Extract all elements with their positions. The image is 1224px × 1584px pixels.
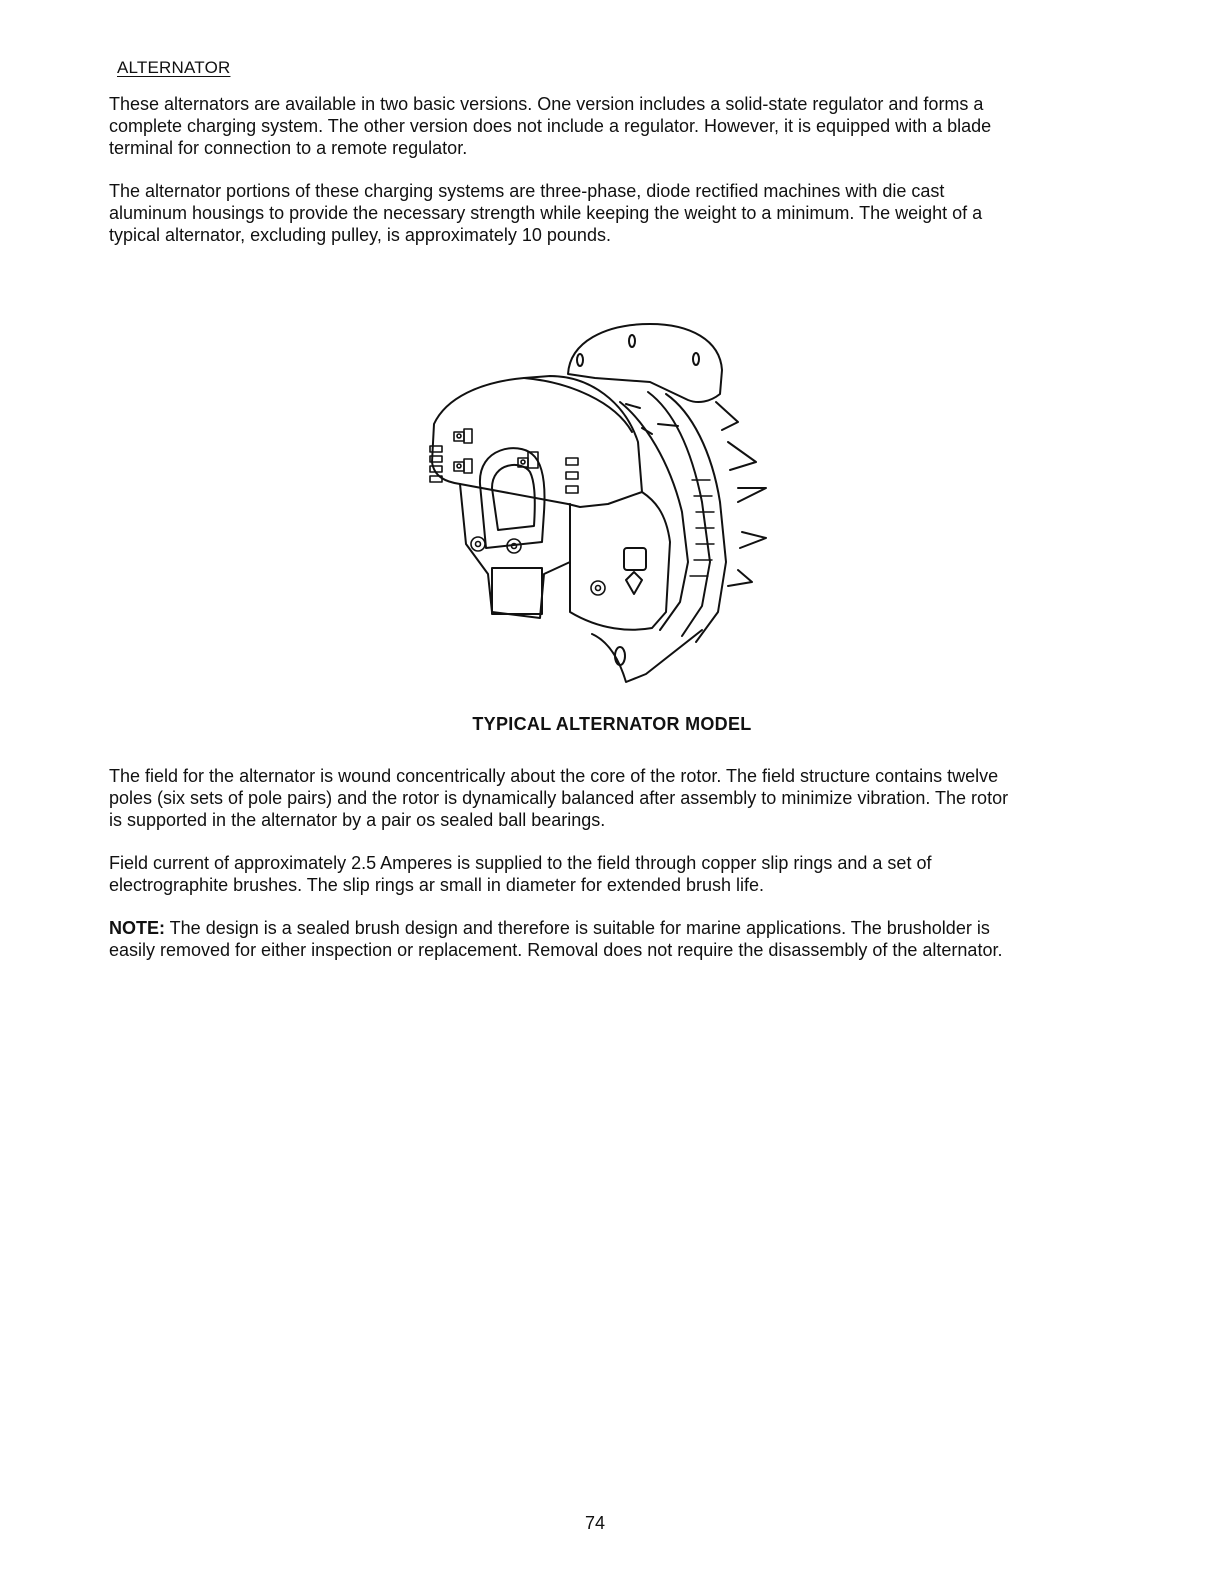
paragraph-construction: The alternator portions of these charging systems are three-phase, diode rectified machines with die cast aluminum housings to provide the necessary strength while keeping the weight to a minimum. The weight of a typical alternator, excluding pulley, is approximately 10 pounds. bbox=[109, 181, 983, 245]
paragraph-versions: These alternators are available in two basic versions. One version includes a solid-state regulator and forms a complete charging system. The other version does not include a regulator. However, it is equipped with a blade terminal for connection to a remote regulator. bbox=[109, 94, 992, 158]
bracket-hole-left bbox=[577, 354, 583, 366]
page-number: 74 bbox=[584, 1513, 606, 1533]
terminal-r bbox=[454, 459, 472, 473]
section-heading: ALTERNATOR bbox=[117, 58, 231, 77]
nut-left bbox=[471, 537, 485, 551]
diode-block bbox=[624, 548, 646, 570]
alternator-illustration bbox=[420, 312, 782, 688]
bolt-front bbox=[591, 581, 605, 595]
note-text: The design is a sealed brush design and therefore is suitable for marine applications. The brusholder is easily removed for either inspection or replacement. Removal does not require the disassembly of the alternator. bbox=[109, 918, 1003, 960]
terminal-b bbox=[454, 429, 472, 443]
figure-caption: TYPICAL ALTERNATOR MODEL bbox=[472, 714, 752, 734]
bracket-hole-center bbox=[629, 335, 635, 347]
regulator-plate bbox=[492, 568, 542, 614]
fan-fins bbox=[716, 402, 766, 586]
paragraph-field: The field for the alternator is wound concentrically about the core of the rotor. The field structure contains twelve poles (six sets of pole pairs) and the rotor is dynamically balanced after assembly to minimize vibration. The rotor is supported in the alternator by a pair os sealed ball bearings. bbox=[109, 766, 1009, 830]
stator-body bbox=[570, 492, 670, 630]
bracket-hole-right bbox=[693, 353, 699, 365]
mounting-ear-bottom bbox=[592, 630, 702, 682]
note-label: NOTE: bbox=[109, 918, 165, 938]
note-paragraph bbox=[109, 917, 1019, 961]
paragraph-field-current: Field current of approximately 2.5 Amperes is supplied to the field through copper slip rings and a set of electrographite brushes. The slip rings ar small in diameter for extended brush life. bbox=[109, 853, 932, 895]
housing-vents-right bbox=[566, 458, 578, 493]
